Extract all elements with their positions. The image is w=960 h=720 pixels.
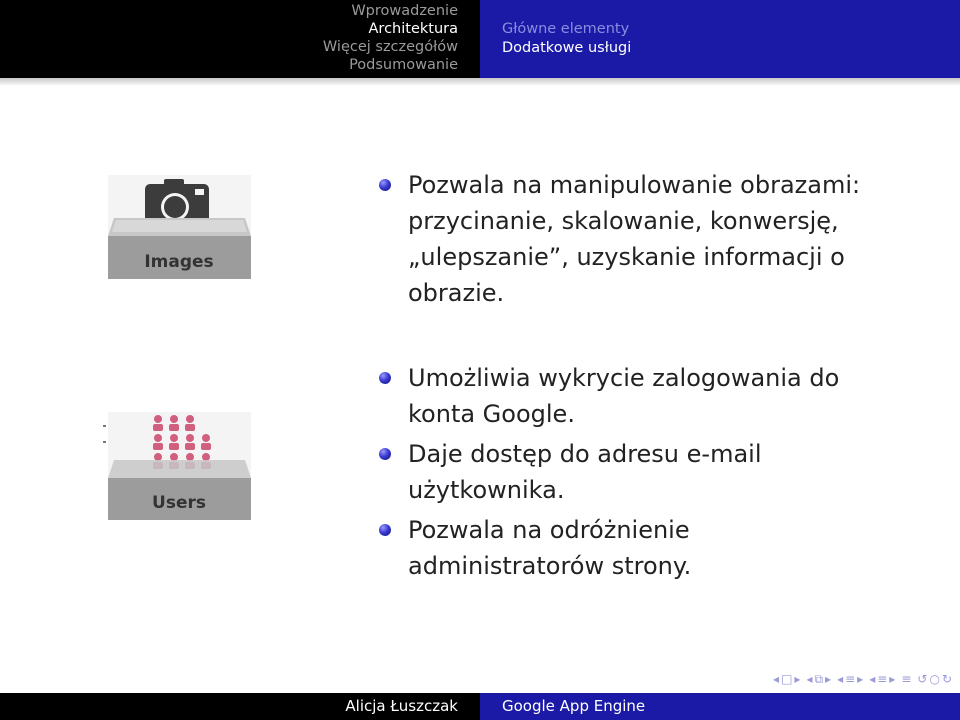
users-label: Users (152, 493, 206, 513)
subsection-link-glowne-elementy[interactable]: Główne elementy (502, 21, 630, 37)
header-shadow (0, 78, 960, 86)
bullet-text: Pozwala na manipulowanie obrazami: przycinanie, skalowanie, konwersję, „ulepszanie”, uzyskanie informacji o obrazie. (408, 171, 861, 307)
section-link-architektura[interactable]: Architektura (368, 21, 458, 37)
footer-author-bar (0, 693, 480, 720)
bullet-ball-icon (379, 372, 391, 384)
artifact-dot (103, 441, 106, 443)
appendix-nav-icon[interactable]: ≡ (901, 672, 912, 686)
presentation-nav-icon[interactable]: ◂ ≡ ▸ (869, 672, 896, 686)
images-label: Images (144, 252, 214, 272)
header (0, 0, 960, 78)
bullet-text: Pozwala na odróżnienie administratorów strony. (408, 516, 692, 580)
search-nav-icon[interactable]: ↺ ○ ↻ (917, 672, 952, 686)
bullet-item (378, 436, 878, 508)
section-link-podsumowanie[interactable]: Podsumowanie (349, 57, 458, 73)
subsection-navigation (480, 0, 960, 78)
subsection-link-dodatkowe-uslugi[interactable]: Dodatkowe usługi (502, 40, 632, 56)
section-navigation (0, 0, 480, 78)
images-bullet-list (378, 167, 878, 311)
bullet-ball-icon (379, 524, 391, 536)
section-link-wiecej-szczegolow[interactable]: Więcej szczegółów (322, 39, 458, 55)
users-bullet-list (378, 360, 878, 588)
section-nav-icon[interactable]: ◂ ≡ ▸ (837, 672, 864, 686)
beamer-navigation-bar (773, 668, 952, 690)
camera-icon (108, 175, 251, 279)
artifact-dot (103, 425, 106, 427)
frame-nav-icon[interactable]: ◂ □ ▸ (773, 672, 801, 686)
section-link-wprowadzenie[interactable]: Wprowadzenie (351, 3, 458, 19)
bullet-text: Daje dostęp do adresu e-mail użytkownika. (408, 440, 762, 504)
subsection-nav-icon[interactable]: ◂ ⧉ ▸ (806, 672, 832, 686)
images-service-icon (108, 175, 251, 279)
users-icon (108, 412, 251, 520)
footer-author: Alicja Łuszczak (345, 697, 458, 715)
bullet-ball-icon (379, 179, 391, 191)
bullet-item (378, 167, 878, 311)
bullet-text: Umożliwia wykrycie zalogowania do konta Google. (408, 364, 840, 428)
footer-title-bar (480, 693, 960, 720)
bullet-ball-icon (379, 448, 391, 460)
users-service-icon (108, 412, 251, 520)
footer-title: Google App Engine (502, 697, 646, 715)
bullet-item (378, 512, 878, 584)
bullet-item (378, 360, 878, 432)
